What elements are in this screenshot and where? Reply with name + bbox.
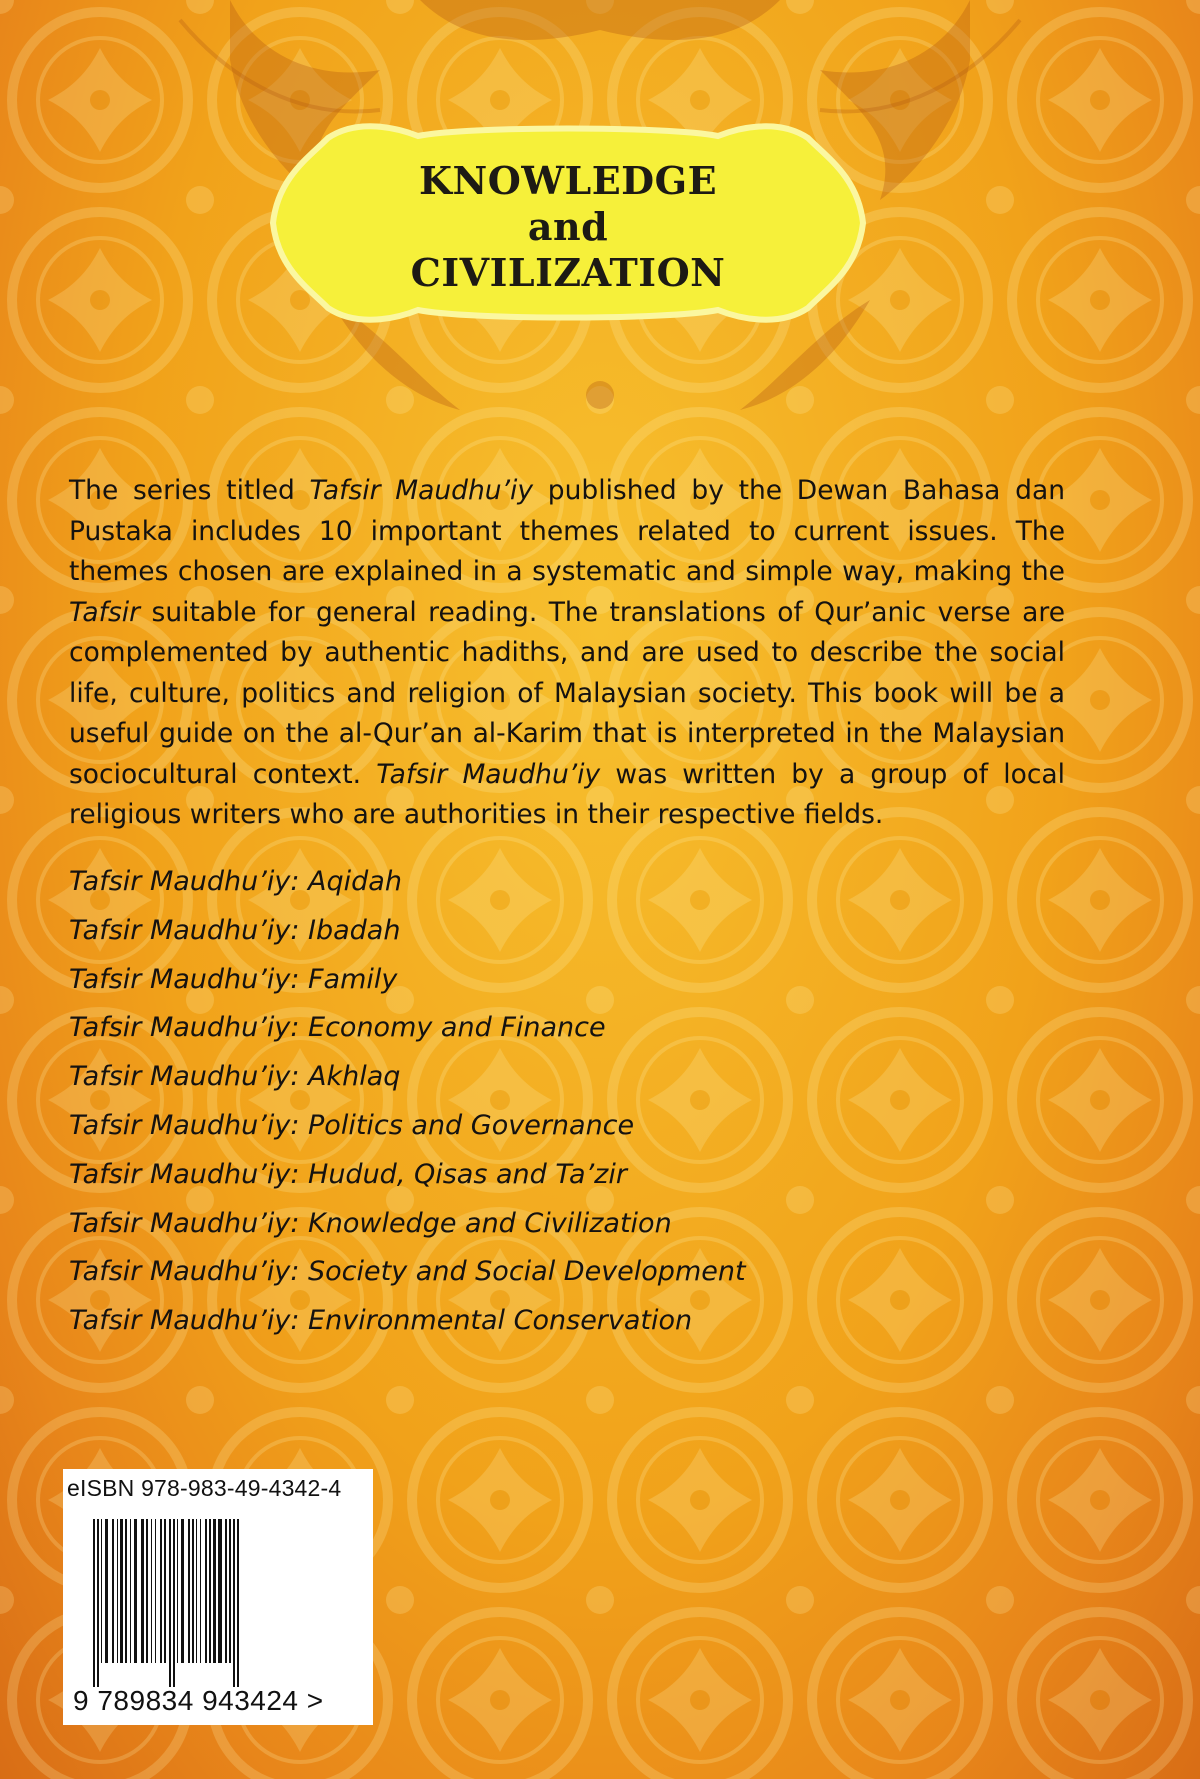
barcode-bar xyxy=(134,1519,137,1663)
barcode-bar xyxy=(93,1519,95,1687)
series-item: Tafsir Maudhu’iy: Aqidah xyxy=(69,866,402,897)
barcode-bar xyxy=(105,1519,108,1663)
barcode-bar xyxy=(233,1519,235,1687)
title-line-2: and xyxy=(527,204,609,249)
series-item: Tafsir Maudhu’iy: Environmental Conservation xyxy=(69,1305,693,1337)
barcode-bar xyxy=(218,1519,222,1663)
series-item: Tafsir Maudhu’iy: Family xyxy=(69,963,398,995)
barcode-bar xyxy=(125,1519,127,1663)
barcode-bar xyxy=(130,1519,131,1663)
isbn-label: eISBN 978-983-49-4342-4 xyxy=(67,1475,342,1501)
barcode-bar xyxy=(225,1519,227,1663)
blurb-text: suitable for general reading. The translations of Qur’anic verse are complemented by authentic hadiths, and are used to describe the social life, culture, politics and religion of Malaysian society. This book will be a useful guide on the al-Qur’an al-Karim that is interpreted in the Malaysian sociocultural context. xyxy=(69,596,1065,790)
barcode-bar xyxy=(117,1519,118,1663)
barcode-bar xyxy=(188,1519,190,1663)
barcode-bar xyxy=(177,1519,178,1663)
barcode-bar xyxy=(229,1519,231,1663)
title-plaque xyxy=(268,118,868,328)
blurb-series-name: Tafsir Maudhu’iy xyxy=(309,475,534,506)
series-item: Tafsir Maudhu’iy: Hudud, Qisas and Ta’zir xyxy=(69,1158,627,1190)
barcode-bar xyxy=(173,1519,175,1687)
barcode-bar xyxy=(120,1519,123,1663)
series-item: Tafsir Maudhu’iy: Ibadah xyxy=(69,914,401,946)
series-item: Tafsir Maudhu’iy: Economy and Finance xyxy=(69,1012,606,1044)
series-item: Tafsir Maudhu’iy: Politics and Governance xyxy=(69,1109,635,1141)
series-item: Tafsir Maudhu’iy: Knowledge and Civilization xyxy=(69,1207,672,1239)
barcode-bar xyxy=(112,1519,114,1663)
blurb-series-name: Tafsir Maudhu’iy xyxy=(376,758,601,790)
blurb-text: The series titled xyxy=(69,475,310,506)
barcode-bar xyxy=(192,1519,194,1663)
description-paragraph xyxy=(69,471,1065,836)
title-line-3: CIVILIZATION xyxy=(410,250,726,295)
barcode-bar xyxy=(169,1519,171,1687)
barcode-bar xyxy=(213,1519,216,1663)
barcode-bar xyxy=(160,1519,162,1663)
barcode-bar xyxy=(151,1519,152,1663)
barcode-bar xyxy=(205,1519,207,1663)
barcode-bar xyxy=(146,1519,148,1663)
barcode-box xyxy=(63,1469,373,1725)
barcode xyxy=(93,1519,343,1687)
barcode-bar xyxy=(164,1519,166,1663)
title xyxy=(268,158,868,296)
series-list xyxy=(69,858,746,1346)
blurb-text: was written by a group of local religious writers who are authorities in their respective fields. xyxy=(69,758,1065,830)
title-line-1: KNOWLEDGE xyxy=(418,158,718,203)
barcode-digits: 9 789834 943424 > xyxy=(73,1685,324,1716)
barcode-bar xyxy=(196,1519,197,1663)
barcode-bar xyxy=(237,1519,239,1687)
barcode-bar xyxy=(101,1519,102,1663)
blurb-text: published by the Dewan Bahasa dan Pustaka includes 10 important themes related to current issues. The themes chosen are explained in a systematic and simple way, making the xyxy=(69,475,1065,587)
barcode-bar xyxy=(200,1519,201,1663)
barcode-bar xyxy=(97,1519,99,1687)
barcode-bar xyxy=(155,1519,156,1663)
series-item: Tafsir Maudhu’iy: Akhlaq xyxy=(69,1061,401,1093)
barcode-bar xyxy=(209,1519,211,1663)
barcode-bar xyxy=(141,1519,144,1663)
barcode-bar xyxy=(181,1519,184,1663)
blurb-tafsir: Tafsir xyxy=(69,596,141,628)
series-item: Tafsir Maudhu’iy: Society and Social Development xyxy=(69,1256,746,1288)
